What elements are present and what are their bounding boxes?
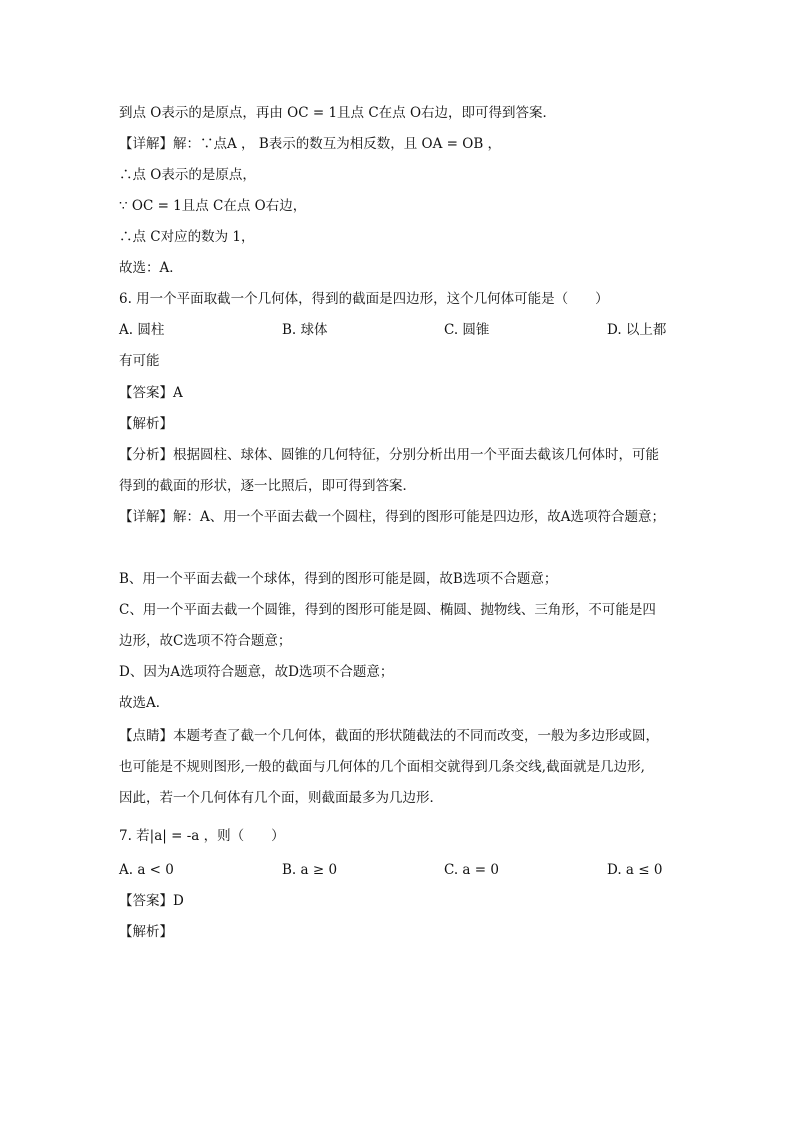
text-line: 也可能是不规则图形,一般的截面与几何体的几个面相交就得到几条交线,截面就是几边形, — [119, 759, 645, 775]
q6-option-c: C. 圆锥 — [444, 322, 490, 338]
q7-option-c: C. a = 0 — [444, 862, 499, 878]
q7-option-d: D. a ≤ 0 — [607, 862, 663, 878]
text-line: ∴点 C对应的数为 1， — [119, 229, 255, 245]
text-line: D、因为A选项符合题意，故D选项不合题意； — [119, 664, 394, 680]
q7-option-a: A. a < 0 — [119, 862, 174, 878]
text-line: 【分析】根据圆柱、球体、圆锥的几何特征，分别分析出用一个平面去截该几何体时，可能 — [119, 447, 659, 463]
q6-option-d: D. 以上都 — [607, 322, 667, 338]
text-line: 到点 O表示的是原点，再由 OC = 1且点 C在点 O右边，即可得到答案． — [119, 105, 557, 121]
text-line: B、用一个平面去截一个球体，得到的图形可能是圆，故B选项不合题意； — [119, 571, 558, 587]
text-line: 边形，故C选项不符合题意； — [119, 633, 292, 649]
text-line: 故选：A． — [119, 260, 183, 276]
question-7-stem: 7. 若|a| = -a ，则（ ） — [119, 828, 285, 844]
q7-option-b: B. a ≥ 0 — [282, 862, 338, 878]
text-line: ∴点 O表示的是原点， — [119, 167, 256, 183]
answer-line: 【答案】A — [119, 385, 183, 401]
q6-option-a: A. 圆柱 — [119, 322, 165, 338]
q6-option-b: B. 球体 — [282, 322, 328, 338]
question-6-stem: 6. 用一个平面取截一个几何体，得到的截面是四边形，这个几何体可能是（ ） — [119, 291, 609, 307]
text-line: ∵ OC = 1且点 C在点 O右边， — [119, 198, 307, 214]
text-line: 【详解】解：A、用一个平面去截一个圆柱，得到的图形可能是四边形，故A选项符合题意； — [119, 509, 665, 525]
text-line: 得到的截面的形状，逐一比照后，即可得到答案． — [119, 478, 416, 494]
text-line: 因此，若一个几何体有几个面，则截面最多为几边形． — [119, 790, 443, 806]
text-line: 有可能 — [119, 353, 160, 369]
text-line: 【详解】解：∵点A ， B表示的数互为相反数，且 OA = OB ， — [119, 136, 502, 152]
text-line: 故选A． — [119, 695, 170, 711]
answer-line: 【答案】D — [119, 893, 184, 909]
text-line: 【点睛】本题考查了截一个几何体，截面的形状随截法的不同而改变，一般为多边形或圆， — [119, 728, 659, 744]
text-line: C、用一个平面去截一个圆锥，得到的图形可能是圆、椭圆、抛物线、三角形，不可能是四 — [119, 602, 656, 618]
analysis-heading: 【解析】 — [119, 924, 173, 940]
analysis-heading: 【解析】 — [119, 416, 173, 432]
